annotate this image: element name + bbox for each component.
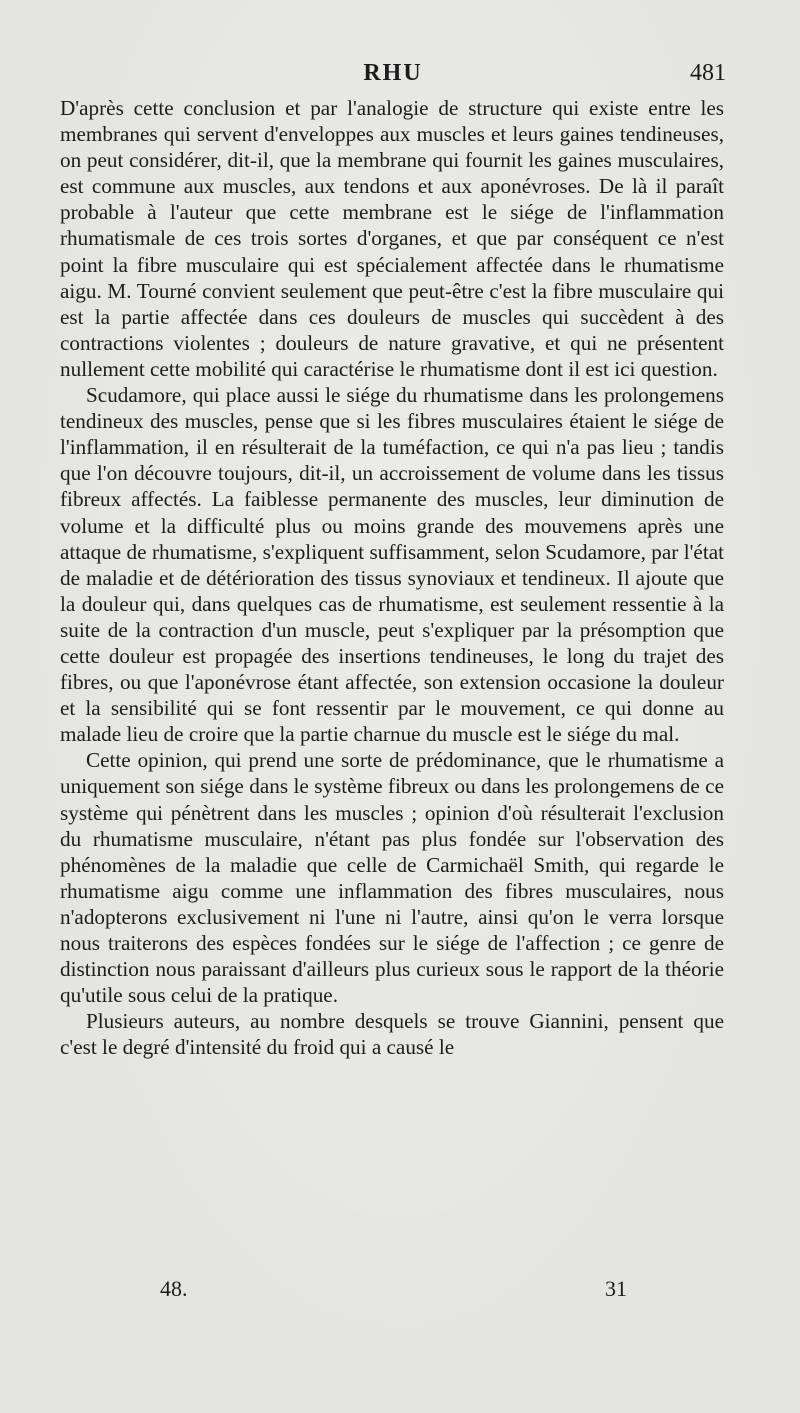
paragraph-4: Plusieurs auteurs, au nombre desquels se trouve Giannini, pensent que c'est le degré d'intensité du froid qui a causé le [60, 1009, 724, 1060]
running-title: RHU [363, 60, 423, 86]
page-number: 481 [690, 60, 726, 86]
paragraph-3: Cette opinion, qui prend une sorte de prédominance, que le rhumatisme a uniquement son siége dans le système fibreux ou dans les prolongemens de ce système qui pénètrent dans les muscles ; opinion d'où résulterait l'exclusion du rhumatisme musculaire, n'étant pas plus fondée sur l'observation des phénomènes de la maladie que celle de Carmichaël Smith, qui regarde le rhumatisme aigu comme une inflammation des fibres musculaires, nous n'adopterons exclusivement ni l'une ni l'autre, ainsi qu'on le verra lorsque nous traiterons des espèces fondées sur le siége de l'affection ; ce genre de distinction nous paraissant d'ailleurs plus curieux sous le rapport de la théorie qu'utile sous celui de la pratique. [60, 748, 724, 1008]
signature-mark: 48. [160, 1276, 188, 1301]
sheet-number: 31 [605, 1276, 627, 1301]
running-head [60, 60, 726, 92]
paragraph-2: Scudamore, qui place aussi le siége du rhumatisme dans les prolongemens tendineux des muscles, pense que si les fibres musculaires étaient le siége de l'inflammation, il en résulterait de la tuméfaction, ce qui n'a pas lieu ; tandis que l'on découvre toujours, dit-il, un accroissement de volume dans les tissus fibreux affectés. La faiblesse permanente des muscles, leur diminution de volume et la difficulté plus ou moins grande des mouvemens après une attaque de rhumatisme, s'expliquent suffisamment, selon Scudamore, par l'état de maladie et de détérioration des tissus synoviaux et tendineux. Il ajoute que la douleur qui, dans quelques cas de rhumatisme, est seulement ressentie à la suite de la contraction d'un muscle, peut s'expliquer par la présomption que cette douleur est propagée des insertions tendineuses, le long du trajet des fibres, ou que l'aponévrose étant affectée, son extension occasione la douleur et la sensibilité qui se font ressentir par le mouvement, ce qui donne au malade lieu de croire que la partie charnue du muscle est le siége du mal. [60, 383, 724, 747]
paragraph-1: D'après cette conclusion et par l'analogie de structure qui existe entre les membranes qui servent d'enveloppes aux muscles et leurs gaines tendineuses, on peut considérer, dit-il, que la membrane qui fournit les gaines musculaires, est commune aux muscles, aux tendons et aux aponévroses. De là il paraît probable à l'auteur que cette membrane est le siége de l'inflammation rhumatismale de ces trois sortes d'organes, et que par conséquent ce n'est point la fibre musculaire qui est spécialement affectée dans le rhumatisme aigu. M. Tourné convient seulement que peut-être c'est la fibre musculaire qui est la partie affectée dans ces douleurs de muscles qui succèdent à des contractions violentes ; douleurs de nature gravative, et qui ne présentent nullement cette mobilité qui caractérise le rhumatisme dont il est ici question. [60, 96, 724, 381]
body-text [60, 95, 724, 1060]
page-footer [60, 1276, 726, 1306]
